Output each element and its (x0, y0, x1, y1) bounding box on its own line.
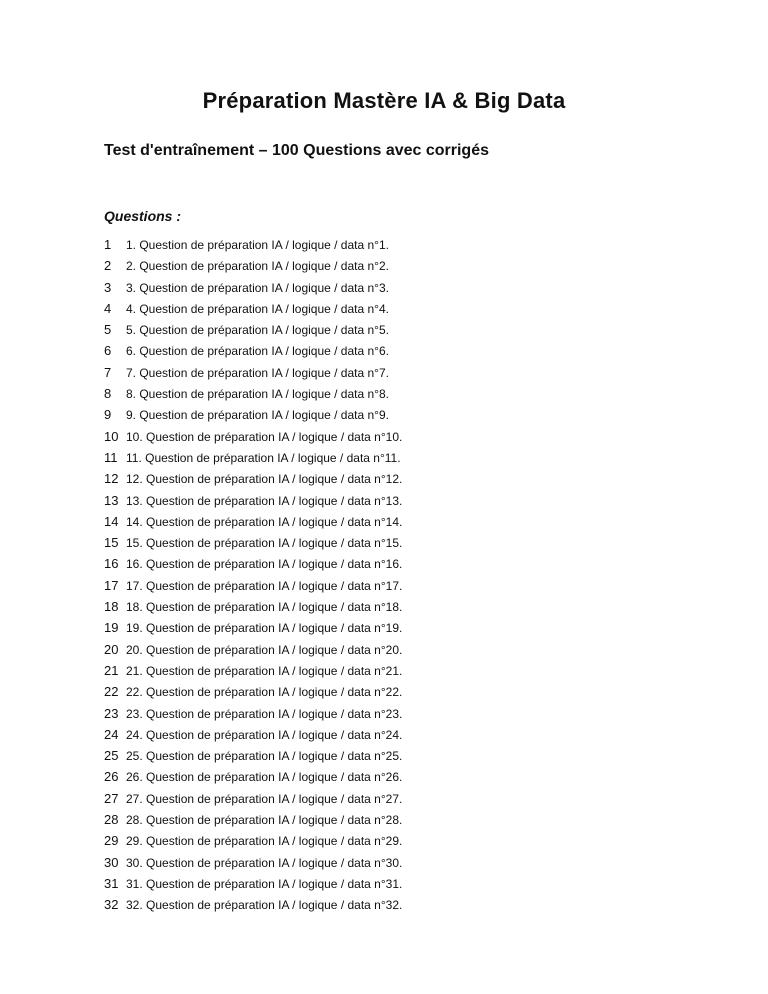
question-text: 25. Question de préparation IA / logique / data n°25. (126, 749, 403, 764)
list-item (104, 788, 768, 809)
question-number: 32 (104, 897, 119, 913)
question-number: 2 (104, 258, 112, 274)
list-item (104, 532, 768, 553)
question-number: 23 (104, 705, 119, 721)
question-text: 11. Question de préparation IA / logique / data n°11. (126, 450, 401, 465)
question-number: 3 (104, 279, 112, 295)
list-item (104, 660, 768, 681)
question-number: 17 (104, 577, 119, 593)
question-text: 6. Question de préparation IA / logique / data n°6. (126, 344, 389, 359)
question-number: 31 (104, 875, 119, 891)
question-text: 17. Question de préparation IA / logique / data n°17. (126, 578, 403, 593)
question-number: 4 (104, 300, 112, 316)
list-item (104, 852, 768, 873)
list-item (104, 319, 768, 340)
question-number: 25 (104, 748, 119, 764)
list-item (104, 724, 768, 745)
question-number: 1 (104, 237, 112, 252)
page-title: Préparation Mastère IA & Big Data (202, 88, 566, 113)
list-item (104, 298, 768, 319)
question-number: 8 (104, 386, 112, 402)
question-number: 20 (104, 641, 119, 657)
question-number: 15 (104, 535, 119, 551)
question-text: 13. Question de préparation IA / logique / data n°13. (126, 493, 403, 508)
list-item (104, 553, 768, 574)
question-text: 14. Question de préparation IA / logique / data n°14. (126, 514, 403, 529)
question-text: 18. Question de préparation IA / logique / data n°18. (126, 600, 403, 615)
question-text: 28. Question de préparation IA / logique / data n°28. (126, 813, 403, 828)
list-item (104, 617, 768, 638)
question-number: 6 (104, 343, 112, 359)
list-item (104, 383, 768, 404)
question-number: 7 (104, 364, 112, 380)
question-text: 32. Question de préparation IA / logique / data n°32. (126, 898, 403, 913)
list-item (104, 404, 768, 425)
list-item (104, 575, 768, 596)
list-item (104, 596, 768, 617)
question-text: 15. Question de préparation IA / logique / data n°15. (126, 536, 403, 551)
list-item (104, 234, 768, 255)
question-number: 26 (104, 769, 119, 785)
question-number: 10 (104, 428, 119, 444)
question-text: 8. Question de préparation IA / logique / data n°8. (126, 387, 389, 402)
question-text: 26. Question de préparation IA / logique / data n°26. (126, 770, 403, 785)
list-item (104, 447, 768, 468)
question-number: 5 (104, 322, 112, 338)
question-text: 29. Question de préparation IA / logique / data n°29. (126, 834, 403, 849)
question-text: 4. Question de préparation IA / logique / data n°4. (126, 301, 389, 316)
question-number: 9 (104, 407, 112, 423)
list-item (104, 490, 768, 511)
question-number: 12 (104, 471, 119, 487)
list-item (104, 426, 768, 447)
list-item (104, 873, 768, 894)
list-item (104, 468, 768, 489)
questions-section-heading: Questions : (104, 208, 182, 224)
question-text: 23. Question de préparation IA / logique / data n°23. (126, 706, 403, 721)
question-text: 7. Question de préparation IA / logique / data n°7. (126, 365, 389, 380)
question-text: 22. Question de préparation IA / logique / data n°22. (126, 685, 403, 700)
question-number: 29 (104, 833, 119, 849)
question-number: 13 (104, 492, 119, 508)
question-text: 19. Question de préparation IA / logique / data n°19. (126, 621, 403, 636)
question-text: 3. Question de préparation IA / logique / data n°3. (126, 280, 389, 295)
question-number: 30 (104, 854, 119, 870)
question-text: 1. Question de préparation IA / logique / data n°1. (126, 238, 389, 252)
question-number: 21 (104, 662, 119, 678)
question-number: 27 (104, 790, 119, 806)
page-subtitle: Test d'entraînement – 100 Questions avec corrigés (104, 142, 489, 159)
question-text: 24. Question de préparation IA / logique / data n°24. (126, 727, 403, 742)
list-item (104, 703, 768, 724)
question-number: 28 (104, 812, 119, 828)
question-text: 12. Question de préparation IA / logique / data n°12. (126, 472, 403, 487)
list-item (104, 830, 768, 851)
question-list (104, 234, 768, 916)
list-item (104, 362, 768, 383)
list-item (104, 511, 768, 532)
question-text: 27. Question de préparation IA / logique / data n°27. (126, 791, 403, 806)
list-item (104, 639, 768, 660)
list-item (104, 340, 768, 361)
list-item (104, 745, 768, 766)
question-text: 5. Question de préparation IA / logique / data n°5. (126, 323, 389, 338)
list-item (104, 894, 768, 915)
list-item (104, 766, 768, 787)
list-item (104, 809, 768, 830)
question-text: 20. Question de préparation IA / logique / data n°20. (126, 642, 403, 657)
list-item (104, 681, 768, 702)
question-number: 22 (104, 684, 119, 700)
question-text: 10. Question de préparation IA / logique / data n°10. (126, 429, 403, 444)
question-text: 16. Question de préparation IA / logique / data n°16. (126, 557, 403, 572)
list-item (104, 255, 768, 276)
question-text: 9. Question de préparation IA / logique / data n°9. (126, 408, 389, 423)
question-text: 2. Question de préparation IA / logique / data n°2. (126, 259, 389, 274)
question-text: 21. Question de préparation IA / logique / data n°21. (126, 663, 403, 678)
question-number: 16 (104, 556, 119, 572)
question-number: 14 (104, 513, 119, 529)
question-number: 24 (104, 726, 119, 742)
question-number: 11 (104, 449, 118, 465)
question-number: 19 (104, 620, 119, 636)
question-text: 30. Question de préparation IA / logique / data n°30. (126, 855, 403, 870)
list-item (104, 277, 768, 298)
question-number: 18 (104, 599, 119, 615)
question-text: 31. Question de préparation IA / logique / data n°31. (126, 876, 403, 891)
